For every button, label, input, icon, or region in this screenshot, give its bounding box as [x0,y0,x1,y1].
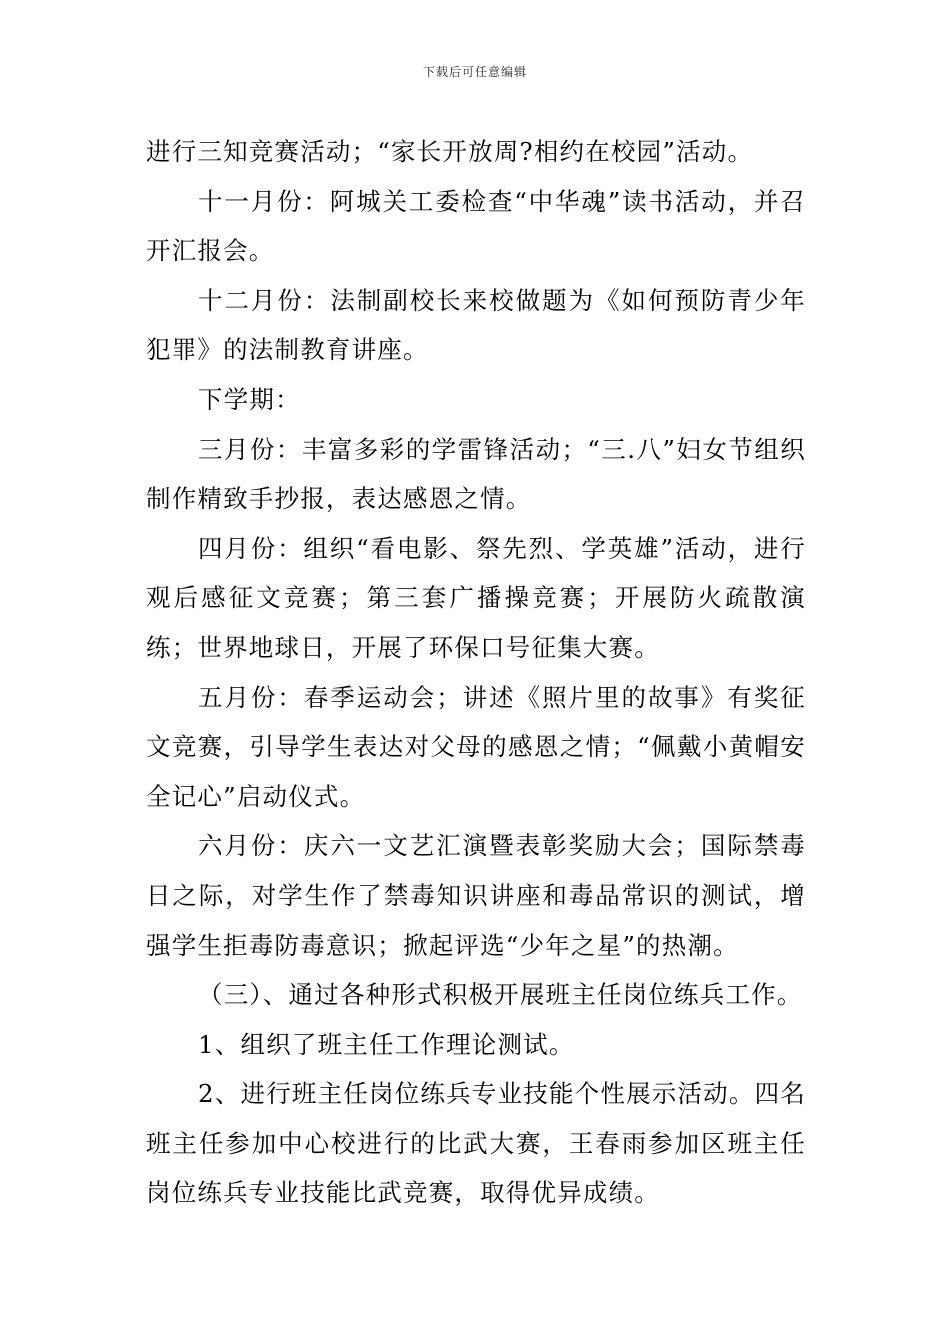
paragraph-9: （三）、通过各种形式积极开展班主任岗位练兵工作。 [198,980,803,1010]
paragraph-10: 1、组织了班主任工作理论测试。 [198,1029,575,1059]
paragraph-4: 下学期： [198,384,301,414]
paragraph-2: 十一月份：阿城关工委检查“中华魂”读书活动，并召开汇报会。 [146,186,806,266]
paragraph-6: 四月份：组织“看电影、祭先烈、学英雄”活动，进行观后感征文竞赛；第三套广播操竞赛；开展防火疏散演练；世界地球日，开展了环保口号征集大赛。 [146,533,806,662]
paragraph-1: 进行三知竞赛活动；“家长开放周?相约在校园”活动。 [146,137,754,166]
page-header: 下载后可任意编辑 [422,65,527,79]
paragraph-8: 六月份：庆六一文艺汇演暨表彰奖励大会；国际禁毒日之际，对学生作了禁毒知识讲座和毒品常识的测试，增强学生拒毒防毒意识；掀起评选“少年之星”的热潮。 [146,831,806,960]
paragraph-3: 十二月份：法制副校长来校做题为《如何预防青少年犯罪》的法制教育讲座。 [146,285,806,365]
document-body [146,127,806,1218]
paragraph-5: 三月份：丰富多彩的学雷锋活动；“三.八”妇女节组织制作精致手抄报，表达感恩之情。 [146,434,806,514]
paragraph-11: 2、进行班主任岗位练兵专业技能个性展示活动。四名班主任参加中心校进行的比武大赛，王春雨参加区班主任岗位练兵专业技能比武竞赛，取得优异成绩。 [146,1079,806,1208]
paragraph-7: 五月份：春季运动会；讲述《照片里的故事》有奖征文竞赛，引导学生表达对父母的感恩之情；“佩戴小黄帽安全记心”启动仪式。 [146,682,806,811]
